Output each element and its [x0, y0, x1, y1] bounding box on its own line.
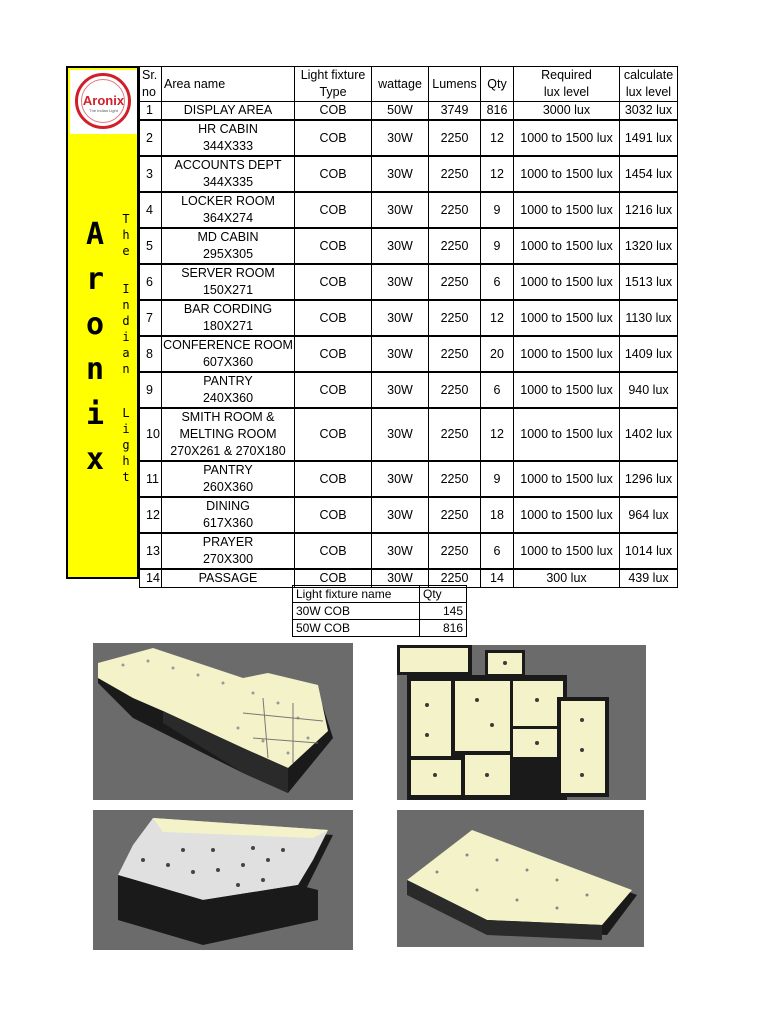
tagline-letter: h — [122, 454, 130, 468]
tagline-letter: I — [122, 282, 130, 296]
brand-letter: x — [85, 442, 105, 477]
cell-area-name — [162, 372, 295, 408]
lighting-table — [139, 66, 678, 588]
tagline-letter: i — [122, 330, 130, 344]
cell-qty: 6 — [481, 533, 514, 569]
cell-sr-no: 11 — [140, 461, 162, 497]
cell-lumens: 3749 — [429, 102, 481, 121]
render-view-2 — [397, 645, 646, 800]
area-name-line: DINING — [206, 499, 250, 513]
table-row — [140, 336, 678, 372]
brand-letter: r — [85, 262, 105, 297]
cell-sr-no: 4 — [140, 192, 162, 228]
table-row — [140, 192, 678, 228]
render-view-1 — [93, 643, 353, 800]
cell-calculated-lux: 1402 lux — [620, 408, 678, 461]
area-name-line: PASSAGE — [198, 571, 258, 585]
tagline-letter: g — [122, 438, 130, 452]
cell-qty: 12 — [481, 156, 514, 192]
table-row — [140, 264, 678, 300]
area-name-line: 295X305 — [202, 247, 254, 261]
tagline-letter: n — [122, 298, 130, 312]
render-view-3 — [93, 810, 353, 950]
tagline-letter: e — [122, 244, 130, 258]
area-name-line: ACCOUNTS DEPT — [174, 158, 282, 172]
cell-required-lux: 1000 to 1500 lux — [514, 461, 620, 497]
cell-calculated-lux: 1491 lux — [620, 120, 678, 156]
cell-qty: 9 — [481, 461, 514, 497]
area-name-line: LOCKER ROOM — [181, 194, 275, 208]
cell-fixture-type: COB — [295, 408, 372, 461]
fixture-summary-table — [292, 585, 467, 637]
table-row — [140, 461, 678, 497]
cell-wattage: 30W — [372, 497, 429, 533]
cell-calculated-lux: 1409 lux — [620, 336, 678, 372]
cell-fixture-type: COB — [295, 533, 372, 569]
cell-qty: 20 — [481, 336, 514, 372]
area-name-line: 617X360 — [202, 516, 254, 530]
cell-calculated-lux: 1014 lux — [620, 533, 678, 569]
cell-fixture-type: COB — [295, 102, 372, 121]
area-name-line: 260X360 — [202, 480, 254, 494]
cell-qty: 12 — [481, 120, 514, 156]
header-required-lux: Required lux level — [514, 67, 620, 102]
cell-fixture-type: COB — [295, 156, 372, 192]
header-wattage: wattage — [372, 67, 429, 102]
summary-fixture-name: 50W COB — [293, 620, 420, 637]
cell-calculated-lux: 1513 lux — [620, 264, 678, 300]
area-name-line: HR CABIN — [198, 122, 258, 136]
cell-area-name — [162, 120, 295, 156]
summary-header-row — [293, 586, 467, 603]
cell-qty: 9 — [481, 228, 514, 264]
cell-lumens: 2250 — [429, 533, 481, 569]
aronix-logo — [70, 70, 137, 134]
tagline-letter: n — [122, 362, 130, 376]
cell-calculated-lux: 439 lux — [620, 569, 678, 588]
header-calculated-lux: calculate lux level — [620, 67, 678, 102]
area-name-line: SERVER ROOM — [181, 266, 275, 280]
cell-lumens: 2250 — [429, 156, 481, 192]
cell-qty: 816 — [481, 102, 514, 121]
area-name-line: 364X274 — [202, 211, 254, 225]
table-row — [140, 300, 678, 336]
tagline-letter: a — [122, 346, 130, 360]
cell-qty: 12 — [481, 408, 514, 461]
cell-sr-no: 6 — [140, 264, 162, 300]
cell-area-name — [162, 569, 295, 588]
cell-fixture-type: COB — [295, 461, 372, 497]
table-header-row — [140, 67, 678, 102]
cell-lumens: 2250 — [429, 372, 481, 408]
tagline-letter: i — [122, 422, 130, 436]
cell-fixture-type: COB — [295, 336, 372, 372]
header-sr-no: Sr. no — [140, 67, 162, 102]
cell-calculated-lux: 3032 lux — [620, 102, 678, 121]
cell-lumens: 2250 — [429, 192, 481, 228]
cell-sr-no: 13 — [140, 533, 162, 569]
cell-sr-no: 1 — [140, 102, 162, 121]
cell-area-name — [162, 300, 295, 336]
cell-wattage: 30W — [372, 120, 429, 156]
area-name-line: 344X333 — [202, 139, 254, 153]
logo-tagline: The Indian Light — [89, 108, 118, 113]
cell-required-lux: 1000 to 1500 lux — [514, 192, 620, 228]
table-row — [140, 497, 678, 533]
cell-wattage: 30W — [372, 156, 429, 192]
cell-sr-no: 10 — [140, 408, 162, 461]
cell-lumens: 2250 — [429, 120, 481, 156]
brand-letter: i — [85, 397, 105, 432]
tagline-letter: T — [122, 212, 130, 226]
area-name-line: MELTING ROOM — [179, 427, 277, 441]
cell-fixture-type: COB — [295, 497, 372, 533]
cell-lumens: 2250 — [429, 300, 481, 336]
cell-area-name — [162, 264, 295, 300]
header-qty: Qty — [481, 67, 514, 102]
cell-lumens: 2250 — [429, 336, 481, 372]
cell-sr-no: 5 — [140, 228, 162, 264]
cell-sr-no: 7 — [140, 300, 162, 336]
tagline-letter: L — [122, 406, 130, 420]
tagline-letter: t — [122, 470, 130, 484]
cell-lumens: 2250 — [429, 264, 481, 300]
cell-required-lux: 3000 lux — [514, 102, 620, 121]
cell-lumens: 2250 — [429, 228, 481, 264]
cell-wattage: 30W — [372, 228, 429, 264]
cell-area-name — [162, 228, 295, 264]
cell-sr-no: 3 — [140, 156, 162, 192]
summary-row — [293, 620, 467, 637]
cell-calculated-lux: 940 lux — [620, 372, 678, 408]
cell-wattage: 30W — [372, 461, 429, 497]
table-row — [140, 533, 678, 569]
header-fixture-type: Light fixture Type — [295, 67, 372, 102]
cell-wattage: 30W — [372, 372, 429, 408]
cell-required-lux: 1000 to 1500 lux — [514, 408, 620, 461]
cell-required-lux: 1000 to 1500 lux — [514, 156, 620, 192]
cell-wattage: 30W — [372, 336, 429, 372]
cell-wattage: 30W — [372, 533, 429, 569]
cell-qty: 12 — [481, 300, 514, 336]
area-name-line: SMITH ROOM & — [181, 410, 275, 424]
table-row — [140, 408, 678, 461]
cell-required-lux: 300 lux — [514, 569, 620, 588]
cell-sr-no: 2 — [140, 120, 162, 156]
cell-required-lux: 1000 to 1500 lux — [514, 497, 620, 533]
summary-fixture-qty: 145 — [420, 603, 467, 620]
logo-wordmark: Aronix — [82, 93, 125, 108]
cell-lumens: 2250 — [429, 497, 481, 533]
cell-sr-no: 12 — [140, 497, 162, 533]
area-name-line: DISPLAY AREA — [183, 103, 273, 117]
cell-calculated-lux: 1130 lux — [620, 300, 678, 336]
cell-required-lux: 1000 to 1500 lux — [514, 228, 620, 264]
cell-qty: 9 — [481, 192, 514, 228]
cell-area-name — [162, 156, 295, 192]
cell-required-lux: 1000 to 1500 lux — [514, 336, 620, 372]
cell-area-name — [162, 408, 295, 461]
header-area-name: Area name — [162, 67, 295, 102]
cell-qty: 18 — [481, 497, 514, 533]
cell-qty: 6 — [481, 264, 514, 300]
cell-calculated-lux: 964 lux — [620, 497, 678, 533]
tagline-letter: d — [122, 314, 130, 328]
cell-fixture-type: COB — [295, 228, 372, 264]
cell-required-lux: 1000 to 1500 lux — [514, 120, 620, 156]
table-row — [140, 156, 678, 192]
cell-wattage: 30W — [372, 264, 429, 300]
area-name-line: 270X300 — [202, 552, 254, 566]
summary-header-qty: Qty — [420, 586, 467, 603]
cell-required-lux: 1000 to 1500 lux — [514, 300, 620, 336]
cell-wattage: 30W — [372, 300, 429, 336]
cell-area-name — [162, 461, 295, 497]
area-name-line: 607X360 — [202, 355, 254, 369]
summary-fixture-qty: 816 — [420, 620, 467, 637]
summary-header-name: Light fixture name — [293, 586, 420, 603]
cell-area-name — [162, 336, 295, 372]
cell-required-lux: 1000 to 1500 lux — [514, 264, 620, 300]
area-name-line: PANTRY — [203, 374, 253, 388]
cell-qty: 14 — [481, 569, 514, 588]
cell-required-lux: 1000 to 1500 lux — [514, 372, 620, 408]
cell-fixture-type: COB — [295, 192, 372, 228]
table-row — [140, 102, 678, 121]
cell-lumens: 2250 — [429, 569, 481, 588]
cell-sr-no: 14 — [140, 569, 162, 588]
cell-lumens: 2250 — [429, 408, 481, 461]
area-name-line: PANTRY — [203, 463, 253, 477]
brand-letter: o — [85, 307, 105, 342]
summary-row — [293, 603, 467, 620]
cell-lumens: 2250 — [429, 461, 481, 497]
area-name-line: 344X335 — [202, 175, 254, 189]
area-name-line: PRAYER — [202, 535, 254, 549]
table-row — [140, 228, 678, 264]
cell-fixture-type: COB — [295, 300, 372, 336]
cell-calculated-lux: 1216 lux — [620, 192, 678, 228]
tagline-letter: h — [122, 228, 130, 242]
area-name-line: MD CABIN — [197, 230, 259, 244]
cell-area-name — [162, 533, 295, 569]
brand-panel — [66, 66, 139, 579]
area-name-line: 180X271 — [202, 319, 254, 333]
area-name-line: BAR CORDING — [183, 302, 273, 316]
cell-required-lux: 1000 to 1500 lux — [514, 533, 620, 569]
cell-sr-no: 8 — [140, 336, 162, 372]
cell-area-name — [162, 102, 295, 121]
brand-letter: A — [85, 217, 105, 252]
table-row — [140, 372, 678, 408]
cell-area-name — [162, 192, 295, 228]
cell-qty: 6 — [481, 372, 514, 408]
brand-letter: n — [85, 352, 105, 387]
area-name-line: CONFERENCE ROOM — [163, 338, 293, 352]
cell-sr-no: 9 — [140, 372, 162, 408]
render-view-4 — [397, 810, 644, 947]
summary-fixture-name: 30W COB — [293, 603, 420, 620]
area-name-line: 240X360 — [202, 391, 254, 405]
cell-calculated-lux: 1454 lux — [620, 156, 678, 192]
cell-calculated-lux: 1320 lux — [620, 228, 678, 264]
cell-wattage: 50W — [372, 102, 429, 121]
cell-wattage: 30W — [372, 192, 429, 228]
cell-calculated-lux: 1296 lux — [620, 461, 678, 497]
cell-wattage: 30W — [372, 408, 429, 461]
cell-wattage: 30W — [372, 569, 429, 588]
area-name-line: 150X271 — [202, 283, 254, 297]
cell-fixture-type: COB — [295, 372, 372, 408]
cell-area-name — [162, 497, 295, 533]
cell-fixture-type: COB — [295, 569, 372, 588]
cell-fixture-type: COB — [295, 120, 372, 156]
cell-fixture-type: COB — [295, 264, 372, 300]
header-lumens: Lumens — [429, 67, 481, 102]
area-name-line: 270X261 & 270X180 — [170, 444, 286, 458]
table-row — [140, 120, 678, 156]
